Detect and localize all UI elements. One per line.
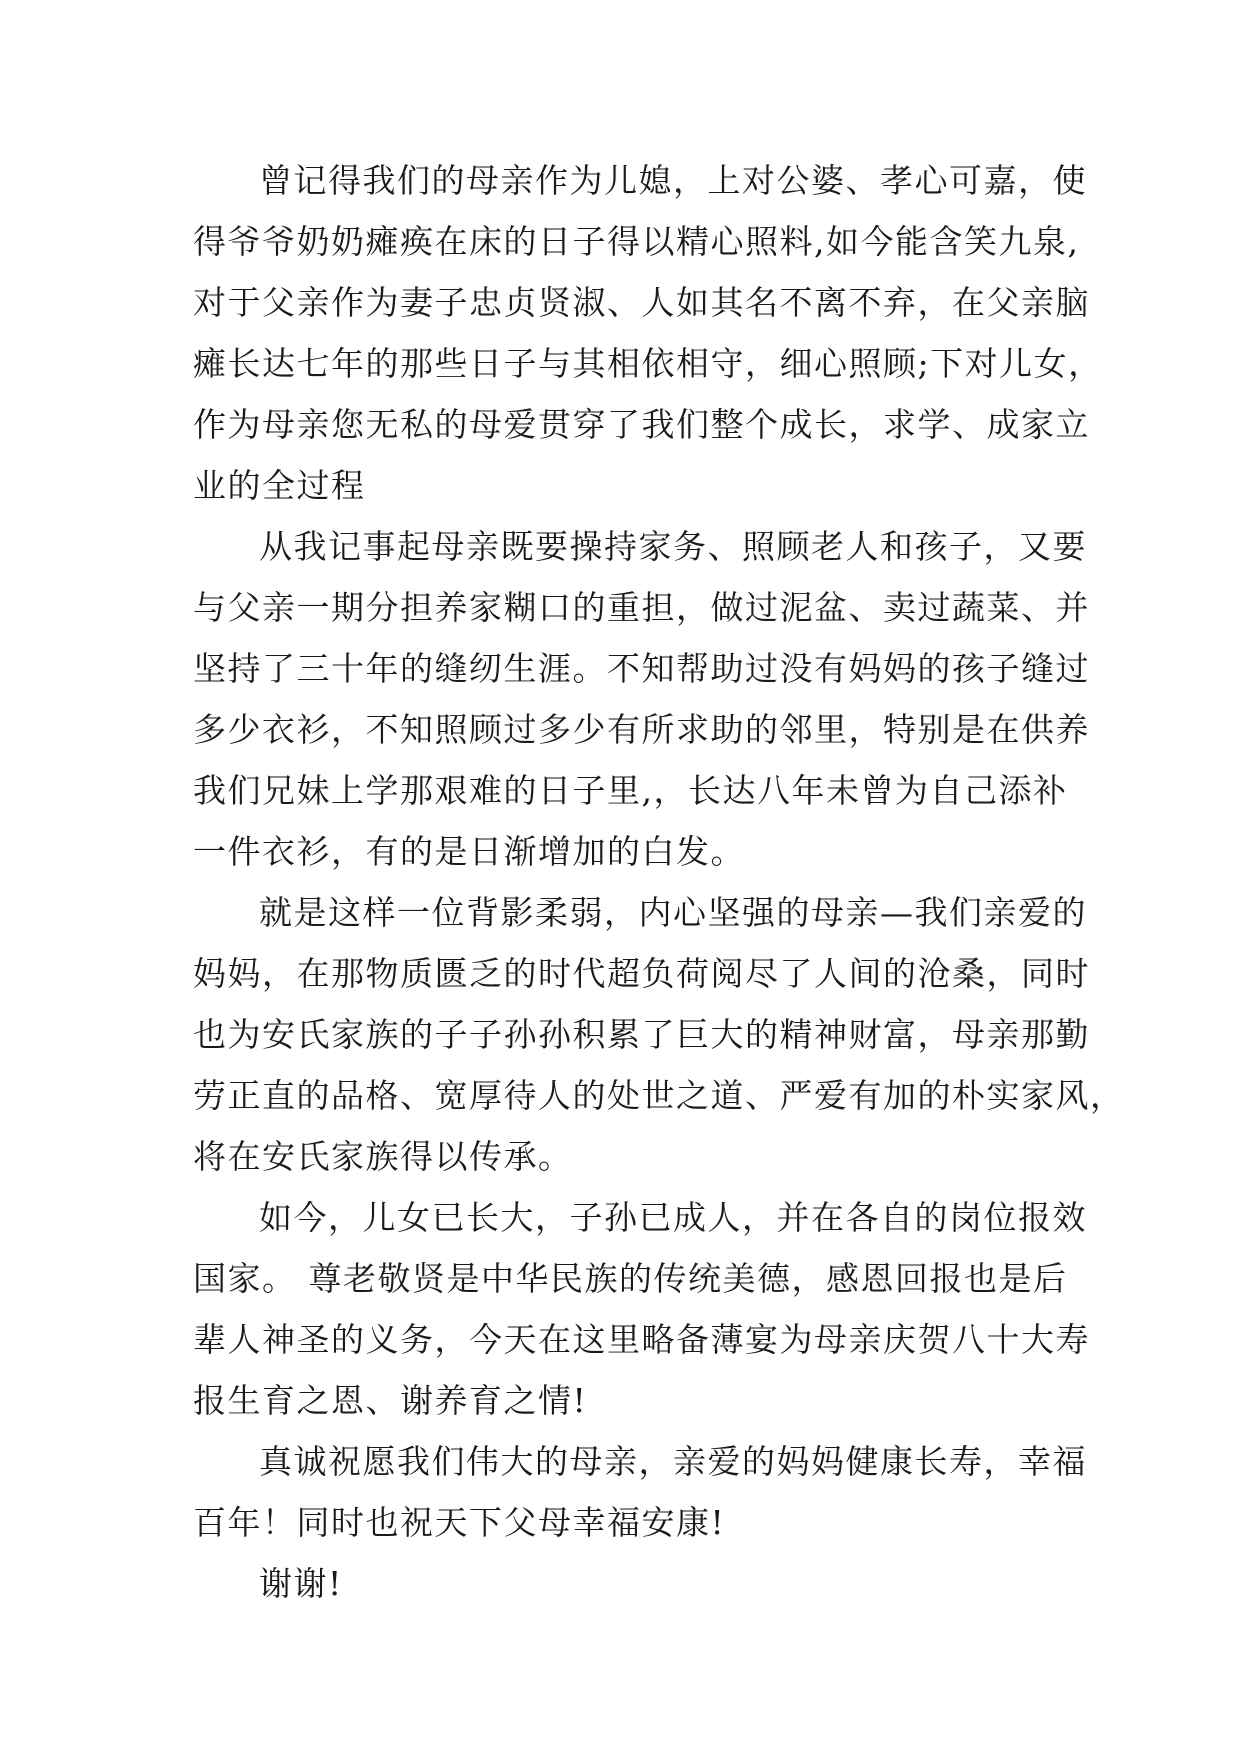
text-line: 从我记事起母亲既要操持家务、照顾老人和孩子，又要 [259,527,1087,566]
paragraph-6 [193,1553,1093,1614]
text-line: 作为母亲您无私的母爱贯穿了我们整个成长，求学、成家立 [193,405,1090,444]
text-line: 就是这样一位背影柔弱，内心坚强的母亲—我们亲爱的 [259,893,1087,932]
text-line: 瘫长达七年的那些日子与其相依相守，细心照顾;下对儿女， [193,344,1103,383]
text-line: 坚持了三十年的缝纫生涯。不知帮助过没有妈妈的孩子缝过 [193,649,1090,688]
paragraph-5 [193,1431,1093,1553]
text-line: 报生育之恩、谢养育之情! [193,1381,588,1420]
paragraph-3 [193,882,1125,1187]
text-line: 妈妈，在那物质匮乏的时代超负荷阅尽了人间的沧桑，同时 [193,954,1090,993]
text-line: 我们兄妹上学那艰难的日子里,，长达八年未曾为自己添补 [193,771,1068,810]
text-line: 将在安氏家族得以传承。 [193,1137,573,1176]
text-line: 一件衣衫，有的是日渐增加的白发。 [193,832,745,871]
paragraph-1 [193,150,1103,516]
text-line: 与父亲一期分担养家糊口的重担，做过泥盆、卖过蔬菜、并 [193,588,1090,627]
text-line: 劳正直的品格、宽厚待人的处世之道、严爱有加的朴实家风， [193,1076,1125,1115]
text-line: 如今，儿女已长大，子孙已成人，并在各自的岗位报效 [259,1198,1087,1237]
text-line: 也为安氏家族的子子孙孙积累了巨大的精神财富，母亲那勤 [193,1015,1090,1054]
text-line: 多少衣衫，不知照顾过多少有所求助的邻里，特别是在供养 [193,710,1090,749]
text-line: 业的全过程 [193,466,366,505]
paragraph-2 [193,516,1093,882]
paragraph-4 [193,1187,1093,1431]
text-line: 辈人神圣的义务，今天在这里略备薄宴为母亲庆贺八十大寿 [193,1320,1090,1359]
text-line: 百年！同时也祝天下父母幸福安康! [193,1503,726,1542]
text-line: 对于父亲作为妻子忠贞贤淑、人如其名不离不弃，在父亲脑 [193,283,1090,322]
document-body [193,150,1125,1614]
text-line: 曾记得我们的母亲作为儿媳，上对公婆、孝心可嘉，使 [259,161,1087,200]
text-line: 谢谢! [259,1564,343,1603]
text-line: 得爷爷奶奶瘫痪在床的日子得以精心照料,如今能含笑九泉, [193,222,1080,261]
text-line: 真诚祝愿我们伟大的母亲，亲爱的妈妈健康长寿，幸福 [259,1442,1087,1481]
text-line: 国家。 尊老敬贤是中华民族的传统美德，感恩回报也是后 [193,1259,1068,1298]
